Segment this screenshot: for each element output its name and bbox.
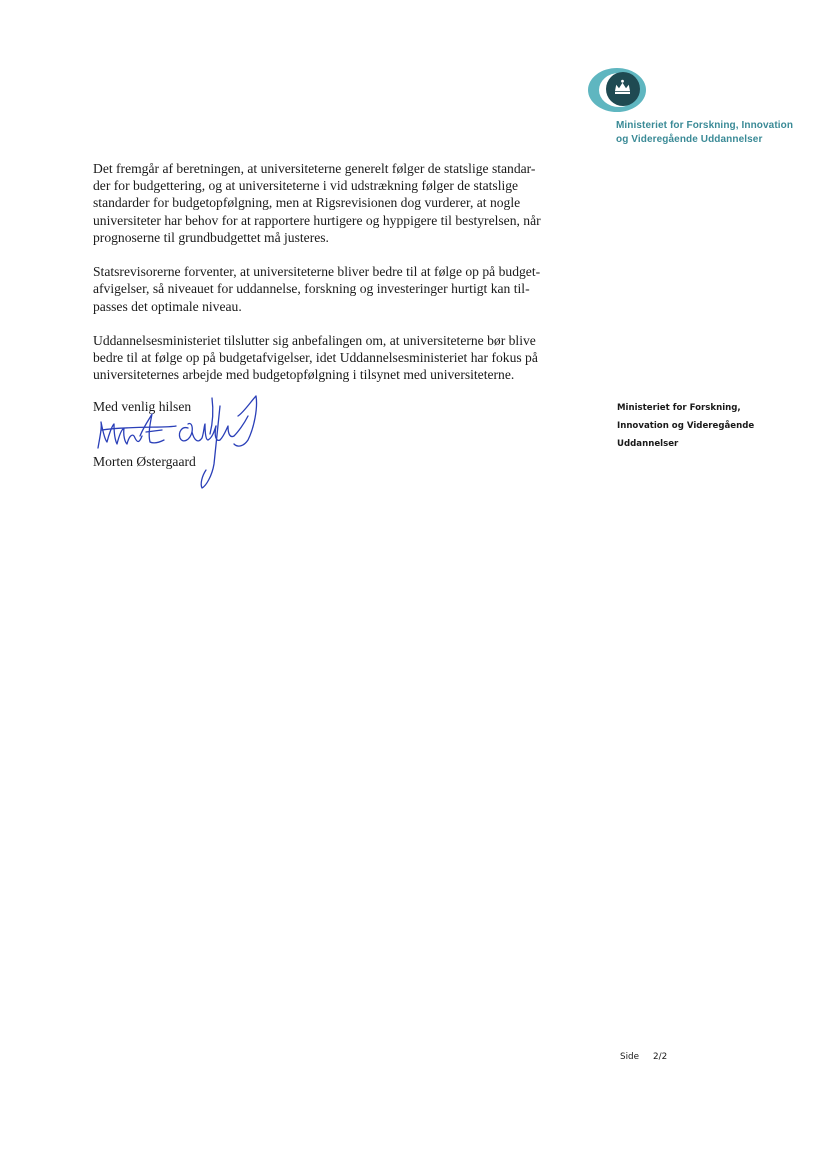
text-line: universiteternes arbejde med budgetopfølgning i tilsynet med universiteterne. — [93, 367, 515, 383]
page-value: 2/2 — [653, 1052, 668, 1062]
text-line: Uddannelsesministeriet tilslutter sig anbefalingen om, at universiteterne bør blive — [93, 333, 536, 348]
sender-block — [617, 399, 807, 453]
ministry-header-line: Ministeriet for Forskning, Innovation — [616, 120, 794, 131]
text-line: standarder for budgetopfølgning, men at Rigsrevisionen dog vurderer, at nogle — [93, 195, 521, 211]
closing-greeting: Med venlig hilsen — [93, 399, 192, 414]
sender-line: Innovation og Videregående — [617, 421, 755, 431]
body-paragraph — [93, 160, 588, 246]
text-line: Det fremgår af beretningen, at universiteterne generelt følger de statslige standar- — [93, 161, 536, 176]
body-paragraph — [93, 263, 588, 315]
text-line: prognoserne til grundbudgettet må justeres. — [93, 229, 329, 245]
letter-body — [93, 160, 588, 401]
ministry-header-line: og Videregående Uddannelser — [616, 134, 763, 145]
crown-logo-icon — [588, 66, 648, 114]
ministry-header — [616, 119, 816, 147]
text-line: afvigelser, så niveauet for uddannelse, forskning og investeringer hurtigt kan til- — [93, 281, 530, 297]
page-number — [620, 1052, 667, 1062]
text-line: universiteter har behov for at rapportere hurtigere og hyppigere til bestyrelsen, når — [93, 212, 541, 228]
sender-line: Ministeriet for Forskning, — [617, 403, 741, 413]
sender-line: Uddannelser — [617, 439, 679, 449]
text-line: der for budgettering, og at universiteterne i vid udstrækning følger de statslige — [93, 178, 519, 194]
body-paragraph — [93, 332, 588, 384]
text-line: Statsrevisorerne forventer, at universiteterne bliver bedre til at følge op på budget- — [93, 264, 541, 280]
handwritten-signature — [88, 386, 278, 492]
text-line: passes det optimale niveau. — [93, 298, 242, 314]
signer-name: Morten Østergaard — [93, 454, 196, 469]
page-label: Side — [620, 1052, 640, 1062]
text-line: bedre til at følge op på budgetafvigelser, idet Uddannelsesministeriet har fokus på — [93, 350, 538, 366]
